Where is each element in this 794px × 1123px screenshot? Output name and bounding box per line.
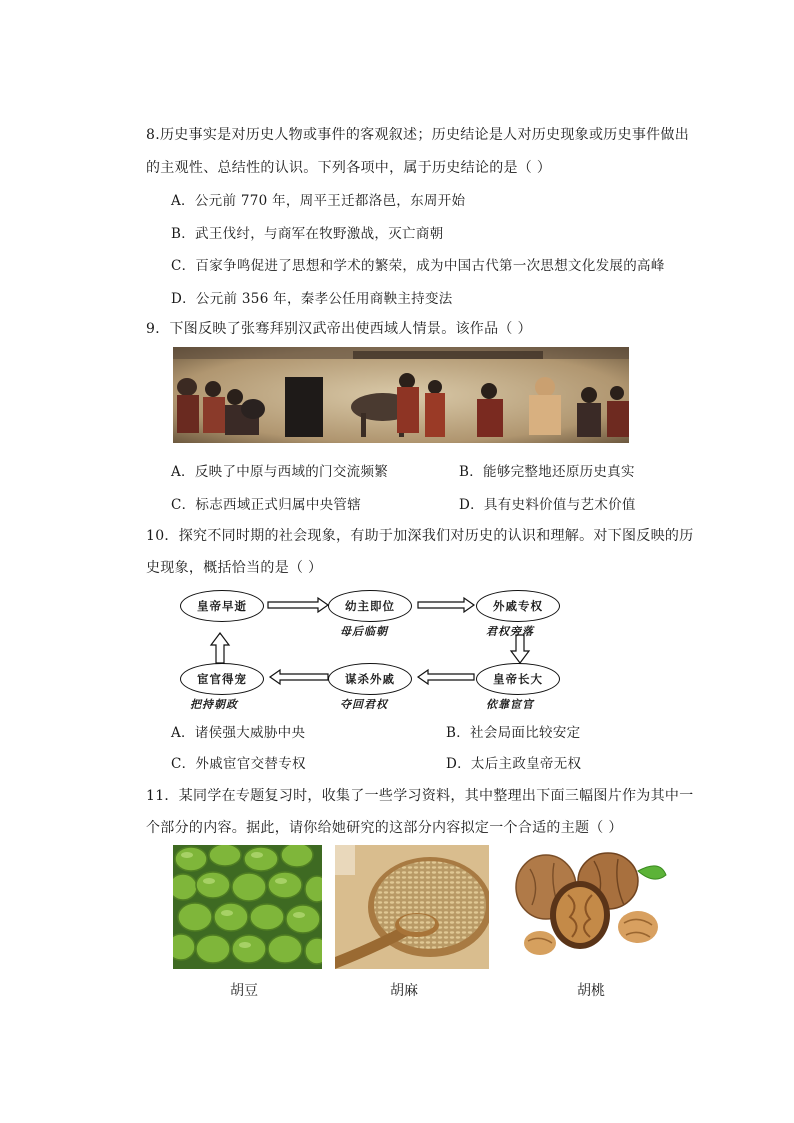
node-eunuch-favored-sub: 把持朝政 [190,698,238,711]
q9-option-c[interactable]: C．标志西域正式归属中央管辖 [171,497,362,513]
node-emperor-dies-young: 皇帝早逝 [180,590,264,622]
q11-stem-line1: 11．某同学在专题复习时，收集了一些学习资料，其中整理出下面三幅图片作为其中一 [146,788,694,804]
caption-sesame: 胡麻 [390,983,418,999]
node-emperor-grows-up-sub: 依靠宦官 [486,698,534,711]
node-consort-kin-power: 外戚专权 [476,590,560,622]
flow-diagram [170,585,570,715]
broad-beans-photo [173,845,322,969]
node-eunuch-favored: 宦官得宠 [180,663,264,695]
mural-painting [173,347,629,443]
node-consort-kin-power-sub: 君权旁落 [486,625,534,638]
q9-option-d[interactable]: D．具有史料价值与艺术价值 [459,497,636,513]
q8-option-c[interactable]: C．百家争鸣促进了思想和学术的繁荣，成为中国古代第一次思想文化发展的高峰 [171,258,665,274]
caption-broad-bean: 胡豆 [230,983,258,999]
walnuts-photo [510,845,673,969]
arrow-right-1 [268,598,328,612]
caption-walnut: 胡桃 [577,983,605,999]
node-kill-consort-kin: 谋杀外戚 [328,663,412,695]
q9-stem: 9．下图反映了张骞拜别汉武帝出使西域人情景。该作品（ ） [146,321,532,337]
arrow-left-2 [270,670,328,684]
q8-stem-line2: 的主观性、总结性的认识。下列各项中，属于历史结论的是（ ） [146,160,552,176]
q11-stem-line2: 个部分的内容。据此，请你给她研究的这部分内容拟定一个合适的主题（ ） [146,820,623,836]
q10-stem-line2: 史现象，概括恰当的是（ ） [146,560,323,576]
q10-option-b[interactable]: B．社会局面比较安定 [446,725,581,741]
q8-option-b[interactable]: B．武王伐纣，与商军在牧野激战，灭亡商朝 [171,226,444,242]
q8-stem-line1: 8.历史事实是对历史人物或事件的客观叙述；历史结论是人对历史现象或历史事件做出 [146,127,690,143]
node-child-ruler-sub: 母后临朝 [340,625,388,638]
arrow-down [511,635,529,663]
q8-option-a[interactable]: A．公元前 770 年，周平王迁都洛邑，东周开始 [171,193,466,209]
q9-option-a[interactable]: A．反映了中原与西域的门交流频繁 [171,464,389,480]
q8-option-d[interactable]: D．公元前 356 年，秦孝公任用商鞅主持变法 [171,291,453,307]
q9-option-b[interactable]: B．能够完整地还原历史真实 [459,464,635,480]
sesame-photo [335,845,489,969]
node-emperor-grows-up: 皇帝长大 [476,663,560,695]
node-kill-consort-kin-sub: 夺回君权 [340,698,388,711]
arrow-right-2 [418,598,474,612]
q10-stem-line1: 10．探究不同时期的社会现象，有助于加深我们对历史的认识和理解。对下图反映的历 [146,528,694,544]
arrow-left-1 [418,670,474,684]
q10-option-d[interactable]: D．太后主政皇帝无权 [446,756,582,772]
arrow-up [211,633,229,663]
q10-option-c[interactable]: C．外戚宦官交替专权 [171,756,306,772]
node-child-ruler: 幼主即位 [328,590,412,622]
q10-option-a[interactable]: A．诸侯强大威胁中央 [171,725,306,741]
